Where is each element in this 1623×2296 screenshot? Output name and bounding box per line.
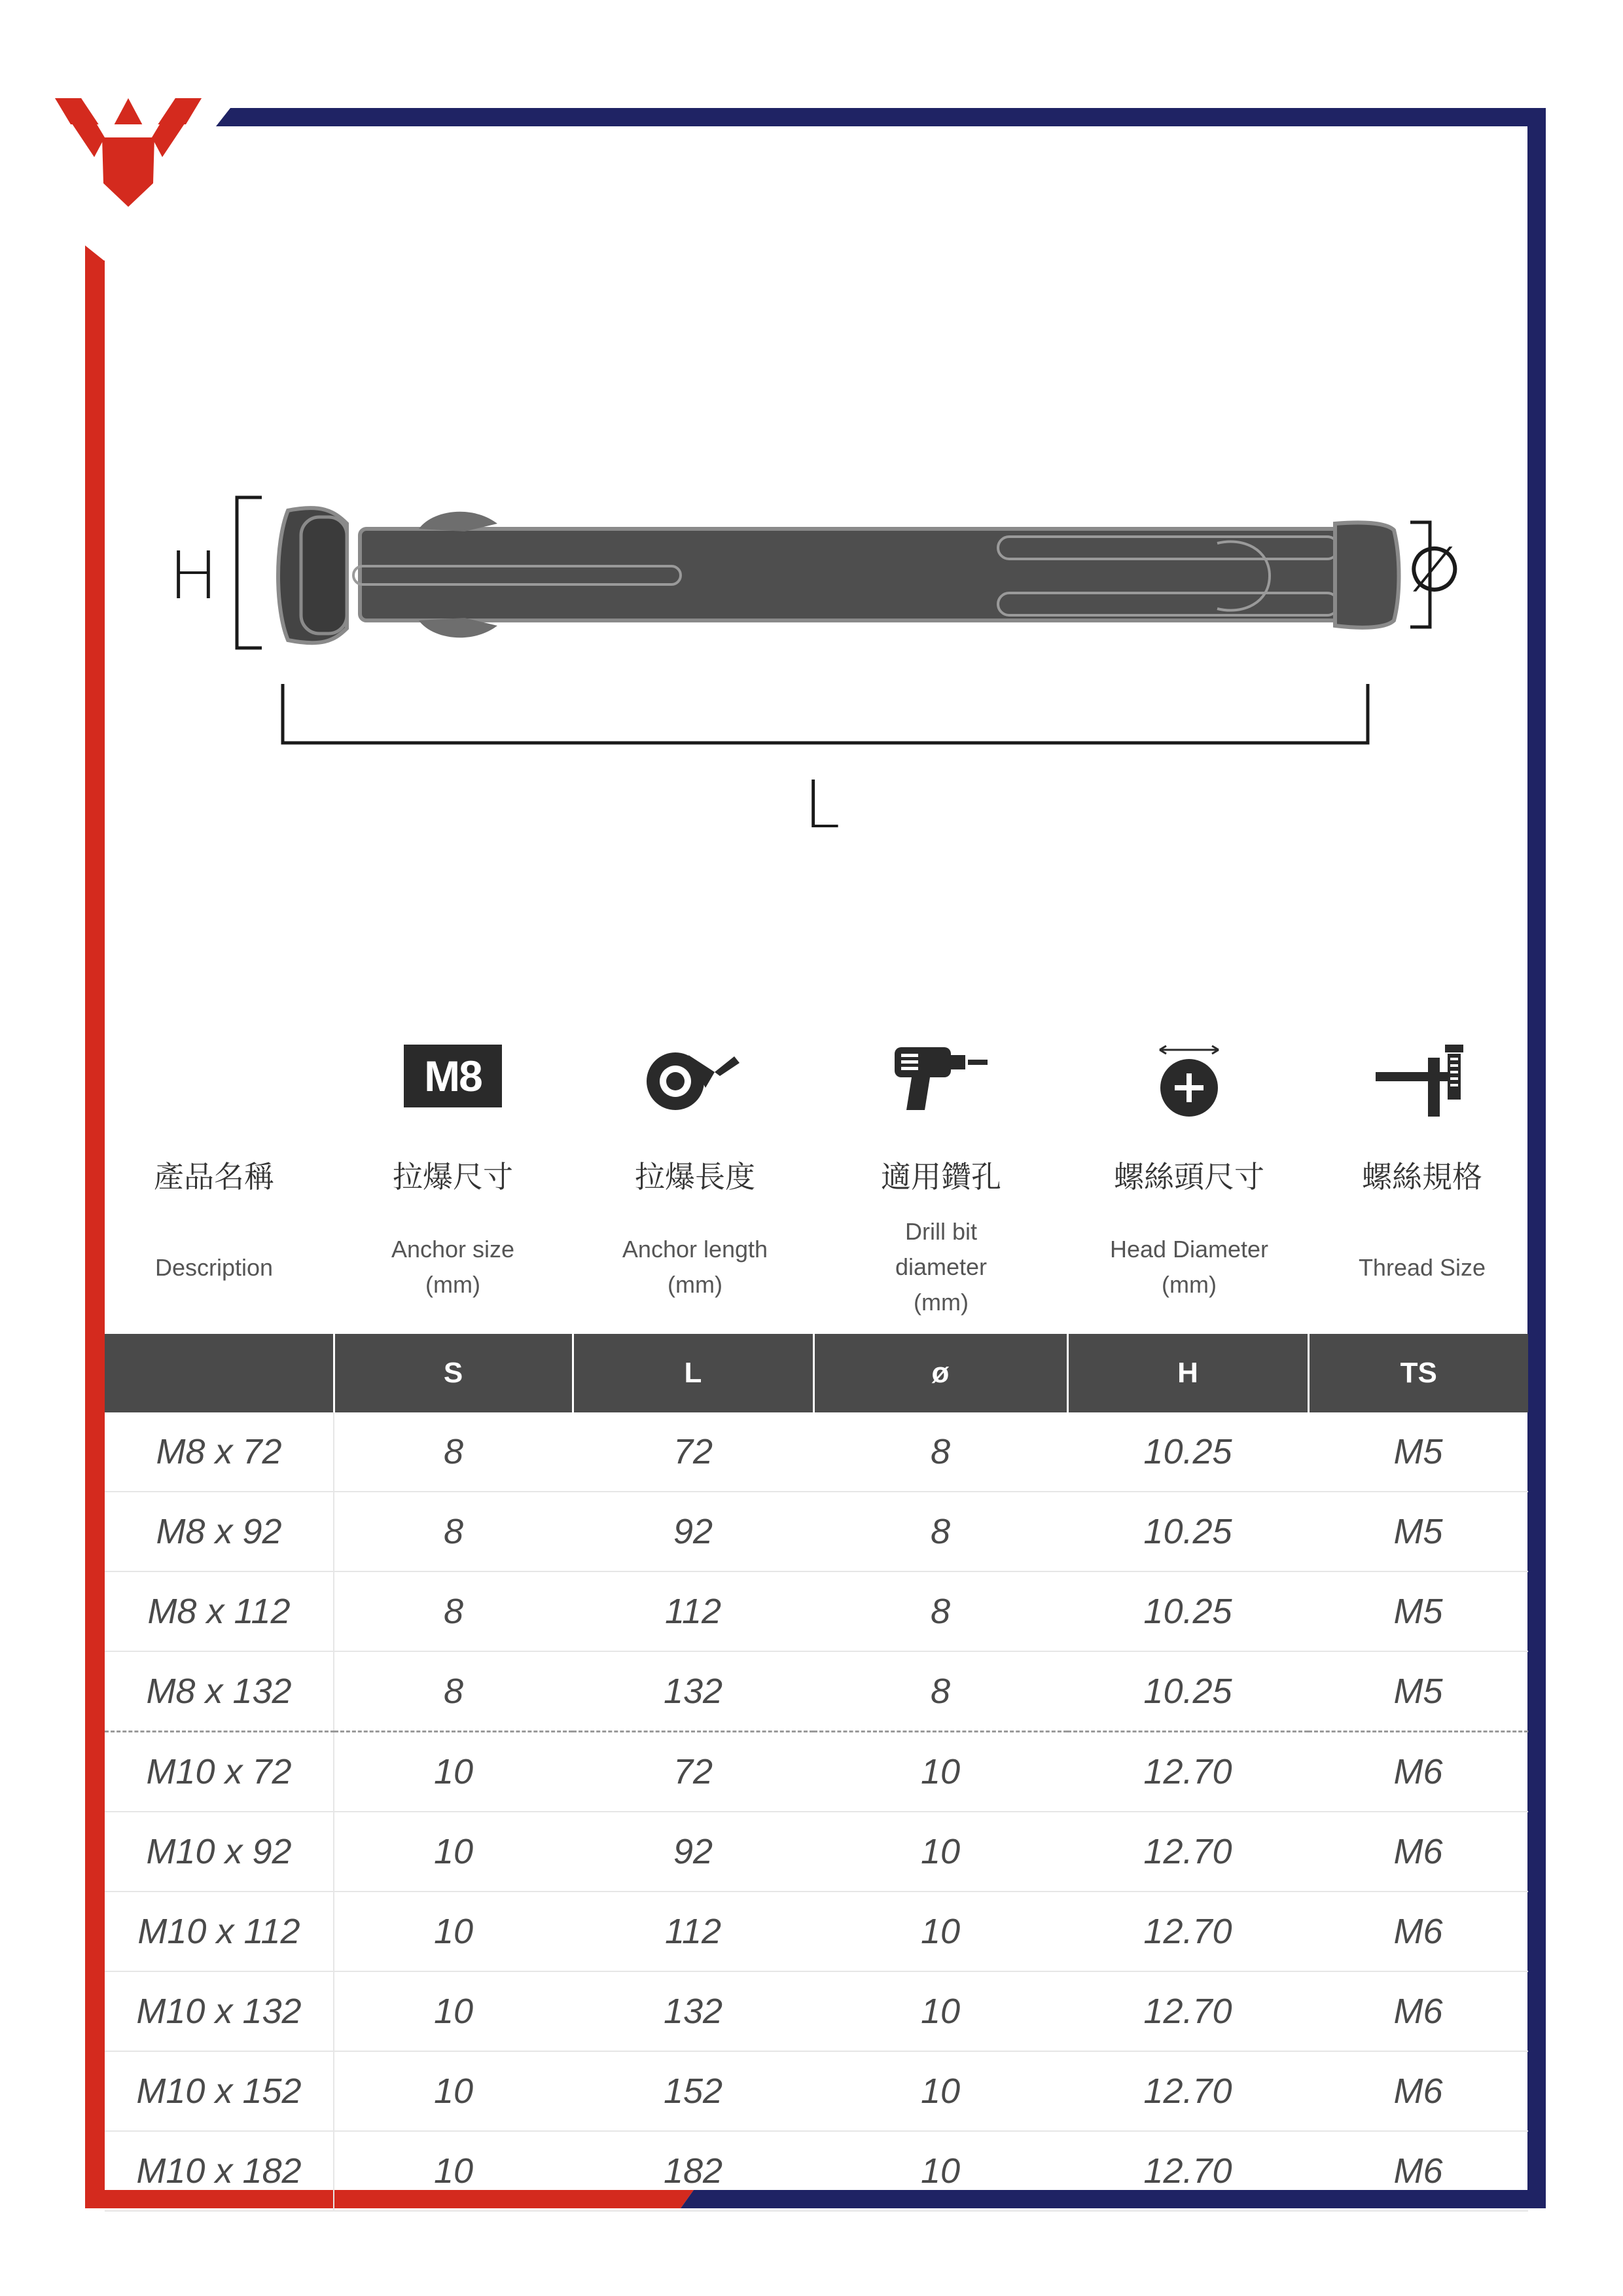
header-cell-ts: TS xyxy=(1308,1334,1528,1412)
dimension-label-h: H xyxy=(169,537,219,614)
cell-s: 10 xyxy=(334,2051,573,2131)
cell-l: 72 xyxy=(573,1732,813,1812)
cell-ts: M6 xyxy=(1308,1892,1528,1971)
table-row xyxy=(105,1492,1528,1571)
table-row xyxy=(105,2131,1528,2211)
cell-diameter: 10 xyxy=(813,1892,1067,1971)
cell-l: 112 xyxy=(573,1571,813,1651)
table-header-row xyxy=(105,1334,1528,1412)
cell-l: 132 xyxy=(573,1971,813,2051)
cell-s: 10 xyxy=(334,1732,573,1812)
column-title-anchor-size-en: Anchor size (mm) xyxy=(391,1236,515,1298)
table-row xyxy=(105,1571,1528,1651)
cell-ts: M5 xyxy=(1308,1492,1528,1571)
cell-description: M10 x 182 xyxy=(105,2131,334,2211)
table-row xyxy=(105,1651,1528,1732)
cell-s: 10 xyxy=(334,2131,573,2211)
column-title-description-zh: 產品名稱 xyxy=(154,1159,274,1194)
cell-l: 92 xyxy=(573,1812,813,1892)
cell-diameter: 10 xyxy=(813,2051,1067,2131)
cell-ts: M5 xyxy=(1308,1651,1528,1732)
cell-ts: M5 xyxy=(1308,1571,1528,1651)
frame-right-navy xyxy=(1527,108,1546,2207)
cell-description: M8 x 92 xyxy=(105,1492,334,1571)
cell-h: 12.70 xyxy=(1067,1732,1308,1812)
column-title-drill-zh: 適用鑽孔 xyxy=(881,1159,1001,1194)
cell-ts: M6 xyxy=(1308,2131,1528,2211)
cell-diameter: 10 xyxy=(813,1732,1067,1812)
cell-description: M10 x 152 xyxy=(105,2051,334,2131)
dimension-label-diameter: ∅ xyxy=(1407,533,1462,606)
column-title-anchor-length-en: Anchor length (mm) xyxy=(622,1236,768,1298)
cell-s: 8 xyxy=(334,1492,573,1571)
table-row xyxy=(105,1412,1528,1492)
cell-description: M10 x 132 xyxy=(105,1971,334,2051)
cell-h: 10.25 xyxy=(1067,1571,1308,1651)
cell-s: 8 xyxy=(334,1571,573,1651)
cell-h: 10.25 xyxy=(1067,1651,1308,1732)
table-row xyxy=(105,2051,1528,2131)
cell-l: 112 xyxy=(573,1892,813,1971)
cell-s: 10 xyxy=(334,1812,573,1892)
cell-description: M10 x 112 xyxy=(105,1892,334,1971)
header-cell-description xyxy=(105,1334,334,1412)
cell-s: 8 xyxy=(334,1651,573,1732)
screw-head-icon xyxy=(1153,1041,1225,1119)
cell-ts: M6 xyxy=(1308,1971,1528,2051)
cell-l: 92 xyxy=(573,1492,813,1571)
cell-diameter: 10 xyxy=(813,1971,1067,2051)
cell-ts: M6 xyxy=(1308,1812,1528,1892)
cell-h: 12.70 xyxy=(1067,1971,1308,2051)
column-title-description-en: Description xyxy=(154,1254,274,1281)
cell-ts: M5 xyxy=(1308,1412,1528,1492)
cell-diameter: 10 xyxy=(813,1812,1067,1892)
header-cell-l: L xyxy=(573,1334,813,1412)
column-title-anchor-size-zh: 拉爆尺寸 xyxy=(393,1159,513,1194)
table-row xyxy=(105,1732,1528,1812)
cell-diameter: 8 xyxy=(813,1571,1067,1651)
cell-h: 10.25 xyxy=(1067,1412,1308,1492)
table-row xyxy=(105,1812,1528,1892)
frame-top-navy xyxy=(230,108,1546,126)
cell-description: M10 x 72 xyxy=(105,1732,334,1812)
frame-left-red xyxy=(85,260,105,2207)
tape-measure-icon xyxy=(643,1047,747,1113)
cell-s: 10 xyxy=(334,1971,573,2051)
column-title-drill-en: Drill bit diameter (mm) xyxy=(895,1218,988,1316)
header-cell-diameter: ø xyxy=(813,1334,1067,1412)
cell-description: M8 x 72 xyxy=(105,1412,334,1492)
caliper-icon xyxy=(1373,1045,1471,1117)
cell-ts: M6 xyxy=(1308,1732,1528,1812)
frame-top-corner xyxy=(216,108,236,126)
cell-diameter: 8 xyxy=(813,1412,1067,1492)
cell-h: 12.70 xyxy=(1067,1892,1308,1971)
cell-s: 8 xyxy=(334,1412,573,1492)
frame-left-corner xyxy=(85,245,105,261)
column-title-thread-en: Thread Size xyxy=(1358,1254,1486,1281)
cell-diameter: 10 xyxy=(813,2131,1067,2211)
column-title-head-en: Head Diameter (mm) xyxy=(1109,1236,1269,1298)
cell-l: 132 xyxy=(573,1651,813,1732)
cell-description: M8 x 132 xyxy=(105,1651,334,1732)
cell-diameter: 8 xyxy=(813,1492,1067,1571)
cell-s: 10 xyxy=(334,1892,573,1971)
table-row xyxy=(105,1971,1528,2051)
cell-diameter: 8 xyxy=(813,1651,1067,1732)
anchor-size-icon-text: M8 xyxy=(424,1052,482,1100)
cell-h: 10.25 xyxy=(1067,1492,1308,1571)
column-title-head-zh: 螺絲頭尺寸 xyxy=(1114,1159,1264,1194)
cell-h: 12.70 xyxy=(1067,2131,1308,2211)
cell-ts: M6 xyxy=(1308,2051,1528,2131)
header-cell-h: H xyxy=(1067,1334,1308,1412)
table-row xyxy=(105,1892,1528,1971)
anchor-size-icon xyxy=(404,1045,502,1107)
drill-icon xyxy=(892,1042,990,1114)
cell-h: 12.70 xyxy=(1067,2051,1308,2131)
header-cell-s: S xyxy=(334,1334,573,1412)
column-title-anchor-length-zh: 拉爆長度 xyxy=(635,1159,755,1194)
brand-logo xyxy=(55,98,202,207)
cell-description: M10 x 92 xyxy=(105,1812,334,1892)
spec-table xyxy=(105,1334,1528,2212)
cell-h: 12.70 xyxy=(1067,1812,1308,1892)
cell-l: 72 xyxy=(573,1412,813,1492)
dimension-label-l: L xyxy=(804,766,840,843)
cell-l: 182 xyxy=(573,2131,813,2211)
cell-l: 152 xyxy=(573,2051,813,2131)
column-title-thread-zh: 螺絲規格 xyxy=(1362,1159,1482,1194)
cell-description: M8 x 112 xyxy=(105,1571,334,1651)
